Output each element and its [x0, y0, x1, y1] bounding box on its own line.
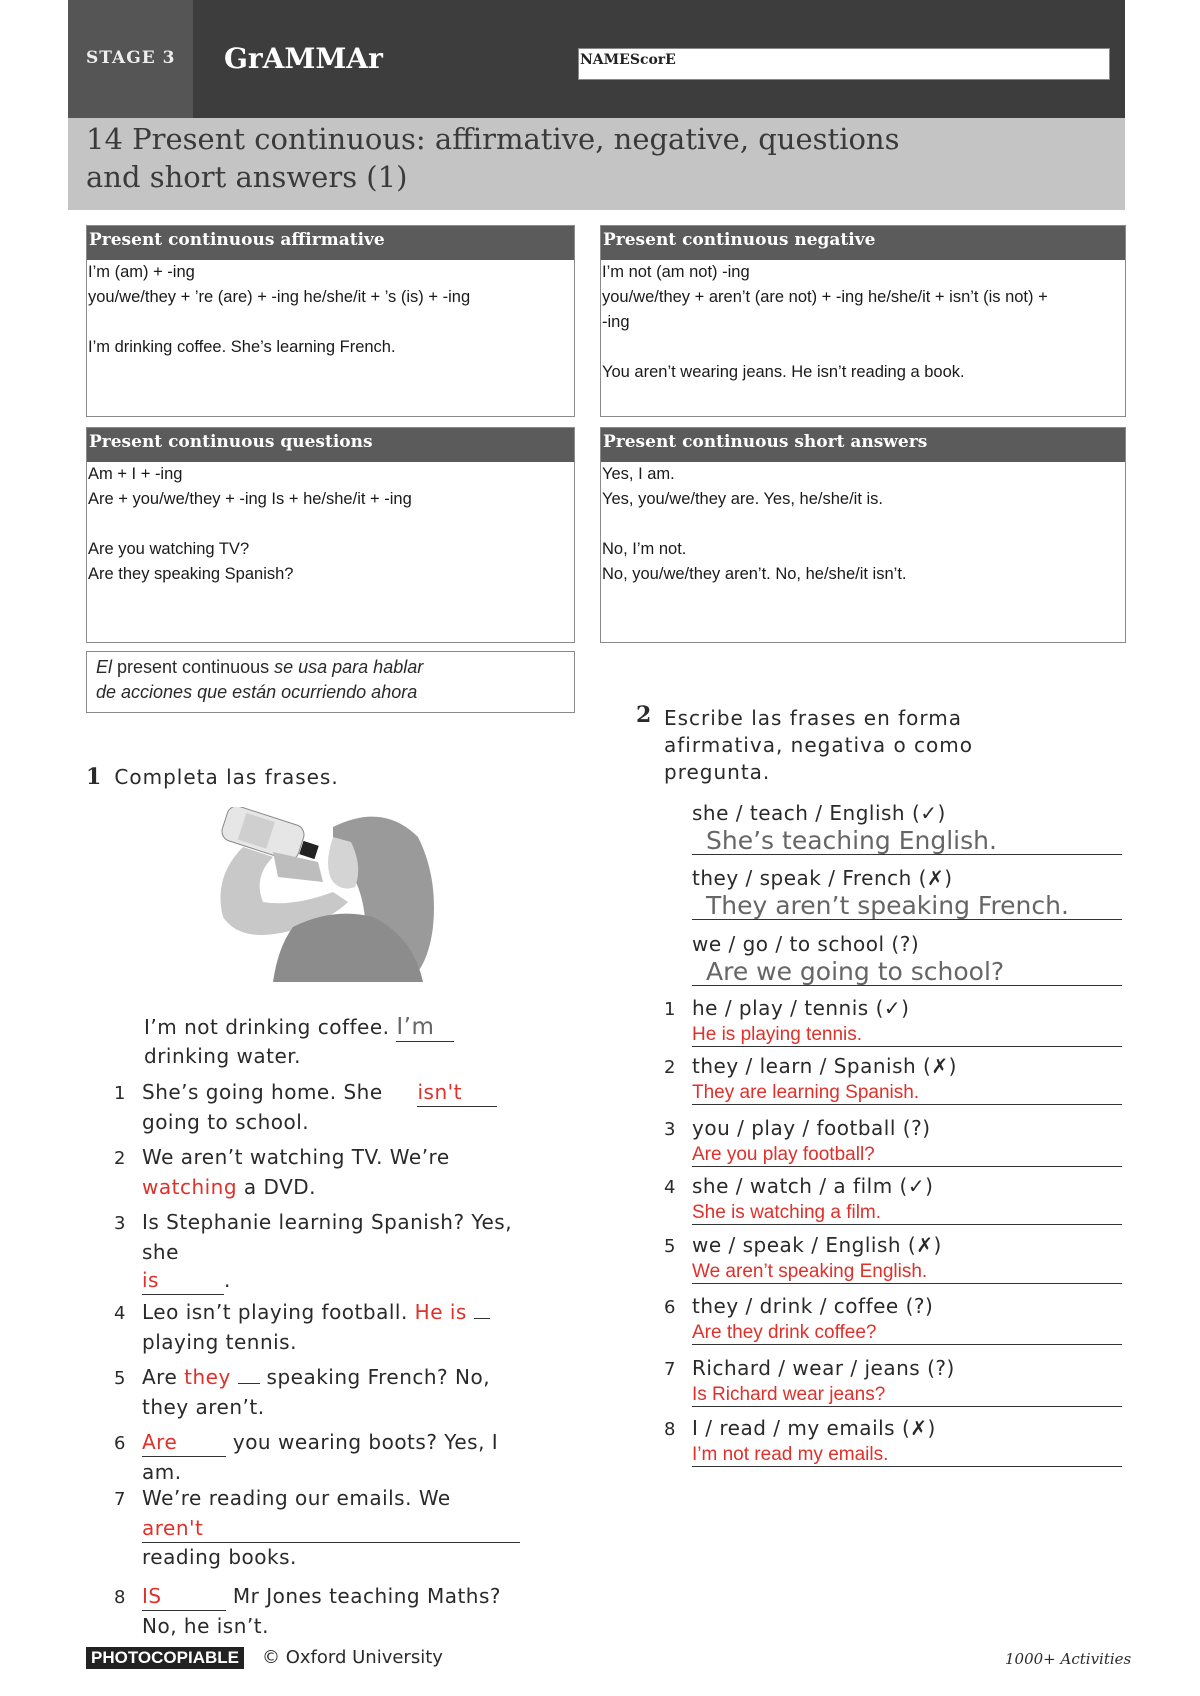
answer-blank[interactable]: Are — [142, 1428, 226, 1457]
instruction-line: afirmativa, negativa o como — [664, 733, 973, 757]
negative-box — [600, 225, 1126, 417]
blank-line — [474, 1318, 490, 1319]
item-text: We’re reading our emails. We — [142, 1486, 451, 1510]
answer-line — [692, 1224, 1122, 1225]
item-number: 7 — [664, 1359, 676, 1380]
item-number: 5 — [664, 1236, 676, 1257]
item-number: 4 — [114, 1303, 126, 1324]
exercise-instruction: Completa las frases. — [114, 765, 339, 789]
item-prompt: they / drink / coffee (?) — [692, 1294, 934, 1318]
item-prompt: he / play / tennis (✓) — [692, 996, 910, 1020]
note-line: de acciones que están ocurriendo ahora — [96, 682, 418, 702]
answer-blank[interactable]: He is — [414, 1300, 467, 1324]
ex2-example-prompt: she / teach / English (✓) — [692, 801, 946, 825]
answer-field[interactable]: Are they drink coffee? — [692, 1322, 877, 1343]
answer-line — [692, 1283, 1122, 1284]
rule-line: you/we/they + aren’t (are not) + -ing he/she/it + isn’t (is not) + — [602, 288, 1048, 306]
stage-label: STAGE 3 — [86, 48, 176, 68]
ex2-item-3 — [664, 1114, 931, 1166]
ex2-item-5 — [664, 1231, 942, 1283]
note-word: El — [96, 657, 113, 677]
exercise-number: 2 — [636, 702, 652, 728]
item-text: No, he isn’t. — [142, 1614, 269, 1638]
unit-title-line2: and short answers (1) — [86, 160, 408, 194]
item-prompt: we / speak / English (✗) — [692, 1233, 942, 1257]
answer-line — [692, 985, 1122, 986]
ex2-example-answer: She’s teaching English. — [706, 826, 997, 855]
instruction-line: Escribe las frases en forma — [664, 706, 963, 730]
answer-field[interactable]: I’m not read my emails. — [692, 1444, 889, 1465]
negative-heading: Present continuous negative — [601, 226, 1125, 260]
answer-field[interactable]: He is playing tennis. — [692, 1024, 863, 1045]
item-text: . — [224, 1268, 231, 1292]
item-number: 1 — [114, 1083, 126, 1104]
ex2-example-prompt: they / speak / French (✗) — [692, 866, 953, 890]
item-prompt: Richard / wear / jeans (?) — [692, 1356, 955, 1380]
item-text: she — [142, 1240, 179, 1264]
item-number: 2 — [664, 1057, 676, 1078]
item-number: 1 — [664, 999, 676, 1020]
ex1-item-5 — [114, 1363, 554, 1421]
rule-line: -ing — [602, 313, 630, 331]
series-label: 1000+ Activities — [1005, 1650, 1132, 1668]
item-number: 8 — [664, 1419, 676, 1440]
answer-field[interactable]: We aren’t speaking English. — [692, 1261, 928, 1282]
rule-line: I’m (am) + -ing — [88, 263, 195, 281]
rule-line: you/we/they + ’re (are) + -ing he/she/it + ’s (is) + -ing — [88, 288, 471, 306]
example-line: No, you/we/they aren’t. No, he/she/it isn’t. — [602, 565, 907, 583]
item-text: they aren’t. — [142, 1395, 265, 1419]
exercise1-header — [86, 764, 339, 790]
unit-title-line1: 14 Present continuous: affirmative, negative, questions — [86, 122, 900, 156]
item-number: 8 — [114, 1587, 126, 1608]
short-answers-heading: Present continuous short answers — [601, 428, 1125, 462]
rule-line: I’m not (am not) -ing — [602, 263, 750, 281]
item-text: am. — [142, 1460, 182, 1484]
item-text: a DVD. — [243, 1175, 317, 1199]
item-text: Is Stephanie learning Spanish? Yes, — [142, 1210, 513, 1234]
item-prompt: you / play / football (?) — [692, 1116, 931, 1140]
item-number: 3 — [114, 1213, 126, 1234]
affirmative-box — [86, 225, 575, 417]
unit-title — [86, 120, 986, 196]
answer-blank[interactable]: aren't — [142, 1514, 520, 1543]
item-text: Are — [142, 1365, 178, 1389]
answer-line — [692, 1166, 1122, 1167]
item-number: 4 — [664, 1177, 676, 1198]
ex1-item-8 — [114, 1582, 554, 1640]
item-prompt: they / learn / Spanish (✗) — [692, 1054, 957, 1078]
ex1-item-1 — [114, 1078, 554, 1136]
usage-note — [96, 655, 566, 705]
item-number: 7 — [114, 1489, 126, 1510]
ex2-example-answer: They aren’t speaking French. — [706, 891, 1069, 920]
answer-blank[interactable]: is — [142, 1266, 224, 1295]
instruction-line: pregunta. — [664, 760, 771, 784]
example-text: drinking water. — [144, 1044, 302, 1068]
answer-line — [692, 919, 1122, 920]
answer-line — [692, 1104, 1122, 1105]
item-text: reading books. — [142, 1545, 297, 1569]
rule-line: Yes, you/we/they are. Yes, he/she/it is. — [602, 490, 883, 508]
answer-field[interactable]: She is watching a film. — [692, 1202, 882, 1223]
ex2-item-6 — [664, 1292, 933, 1344]
answer-field[interactable]: Is Richard wear jeans? — [692, 1384, 886, 1405]
answer-line — [692, 1344, 1122, 1345]
ex1-item-6 — [114, 1428, 554, 1486]
item-text: Leo isn’t playing football. — [142, 1300, 408, 1324]
exercise-number: 1 — [86, 764, 102, 790]
example-answer: I’m — [396, 1013, 454, 1042]
answer-blank[interactable]: isn't — [417, 1078, 497, 1107]
affirmative-heading: Present continuous affirmative — [87, 226, 574, 260]
item-text: She’s going home. She — [142, 1080, 383, 1104]
ex1-item-7 — [114, 1484, 554, 1571]
answer-line — [692, 1406, 1122, 1407]
item-number: 6 — [664, 1297, 676, 1318]
example-line: You aren’t wearing jeans. He isn’t reading a book. — [602, 363, 965, 381]
ex2-example-prompt: we / go / to school (?) — [692, 932, 920, 956]
item-number: 6 — [114, 1433, 126, 1454]
rule-line: Are + you/we/they + -ing Is + he/she/it + -ing — [88, 490, 412, 508]
answer-blank[interactable]: IS — [142, 1582, 226, 1611]
item-prompt: I / read / my emails (✗) — [692, 1416, 936, 1440]
note-word: present continuous — [112, 657, 275, 677]
ex2-item-7 — [664, 1354, 955, 1406]
photocopiable-badge: PHOTOCOPIABLE — [86, 1647, 244, 1669]
section-name: GrAMMAr — [224, 42, 383, 75]
ex2-item-8 — [664, 1414, 936, 1466]
rule-line: Yes, I am. — [602, 465, 675, 483]
girl-drinking-water-photo — [183, 807, 535, 982]
answer-line — [692, 1466, 1122, 1467]
item-text: going to school. — [142, 1110, 310, 1134]
ex2-item-1 — [664, 994, 909, 1046]
example-line: No, I’m not. — [602, 540, 687, 558]
item-number: 5 — [114, 1368, 126, 1389]
ex2-example-answer: Are we going to school? — [706, 957, 1005, 986]
item-number: 3 — [664, 1119, 676, 1140]
answer-blank[interactable]: watching — [142, 1175, 238, 1199]
ex1-item-4 — [114, 1298, 554, 1356]
ex2-item-2 — [664, 1052, 957, 1104]
questions-box — [86, 427, 575, 643]
example-line: I’m drinking coffee. She’s learning French. — [88, 338, 396, 356]
exercise2-header — [636, 702, 651, 728]
rule-line: Am + I + -ing — [88, 465, 183, 483]
ex2-item-4 — [664, 1172, 933, 1224]
item-text: Mr Jones teaching Maths? — [232, 1584, 502, 1608]
item-text: you wearing boots? Yes, I — [232, 1430, 499, 1454]
example-line: Are they speaking Spanish? — [88, 565, 294, 583]
short-answers-box — [600, 427, 1126, 643]
answer-line — [692, 854, 1122, 855]
note-word: se usa para hablar — [274, 657, 424, 677]
answer-field[interactable]: They are learning Spanish. — [692, 1082, 920, 1103]
example-text: I’m not drinking coffee. — [144, 1015, 390, 1039]
ex1-item-3 — [114, 1208, 554, 1295]
copyright-text: © Oxford University — [262, 1647, 443, 1668]
item-text: We aren’t watching TV. We’re — [142, 1145, 450, 1169]
questions-heading: Present continuous questions — [87, 428, 574, 462]
answer-field[interactable]: Are you play football? — [692, 1144, 875, 1165]
answer-blank[interactable]: they — [184, 1365, 231, 1389]
item-prompt: she / watch / a film (✓) — [692, 1174, 934, 1198]
exercise1-example — [144, 1013, 544, 1070]
ex1-item-2 — [114, 1143, 554, 1201]
item-number: 2 — [114, 1148, 126, 1169]
answer-line — [692, 1046, 1122, 1047]
exercise2-instruction — [664, 705, 973, 786]
item-text: speaking French? No, — [266, 1365, 491, 1389]
blank-line — [238, 1383, 260, 1384]
name-score-label: NAMEScorE — [580, 52, 676, 68]
example-line: Are you watching TV? — [88, 540, 250, 558]
item-text: playing tennis. — [142, 1330, 297, 1354]
